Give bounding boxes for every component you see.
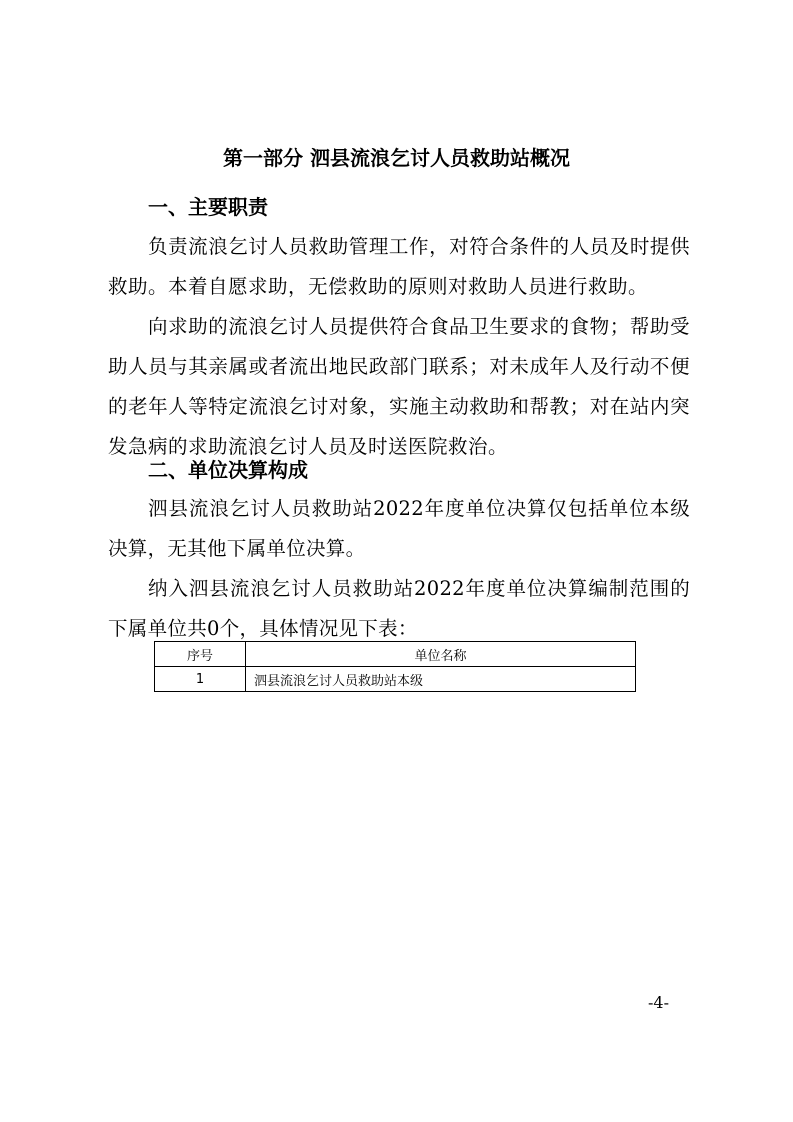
- table-header-row: [155, 642, 636, 667]
- paragraph-duties-2: 向求助的流浪乞讨人员提供符合食品卫生要求的食物；帮助受助人员与其亲属或者流出地民政部门联系；对未成年人及行动不便的老年人等特定流浪乞讨对象，实施主动救助和帮教；对在站内突发急病的求助流浪乞讨人员及时送医院救治。: [108, 315, 690, 458]
- paragraph-duties-1: 负责流浪乞讨人员救助管理工作，对符合条件的人员及时提供救助。本着自愿求助，无偿救助的原则对救助人员进行救助。: [108, 235, 690, 298]
- section-heading-unit-composition: 二、单位决算构成: [148, 458, 308, 482]
- page-title: 第一部分 泗县流浪乞讨人员救助站概况: [223, 146, 570, 170]
- section-heading-main-duties: 一、主要职责: [148, 195, 268, 219]
- subordinate-units-table: [154, 641, 636, 692]
- page-number: -4-: [648, 993, 669, 1012]
- paragraph-composition-1: 泗县流浪乞讨人员救助站2022年度单位决算仅包括单位本级决算，无其他下属单位决算。: [108, 497, 690, 560]
- table-row: [155, 667, 636, 692]
- table-header-unit-name: 单位名称: [246, 642, 636, 667]
- table-cell-seq: 1: [155, 667, 246, 692]
- paragraph-composition-2: 纳入泗县流浪乞讨人员救助站2022年度单位决算编制范围的下属单位共0个，具体情况见下表：: [108, 577, 690, 640]
- table-header-seq: 序号: [155, 642, 246, 667]
- table-cell-unit-name: 泗县流浪乞讨人员救助站本级: [246, 667, 636, 692]
